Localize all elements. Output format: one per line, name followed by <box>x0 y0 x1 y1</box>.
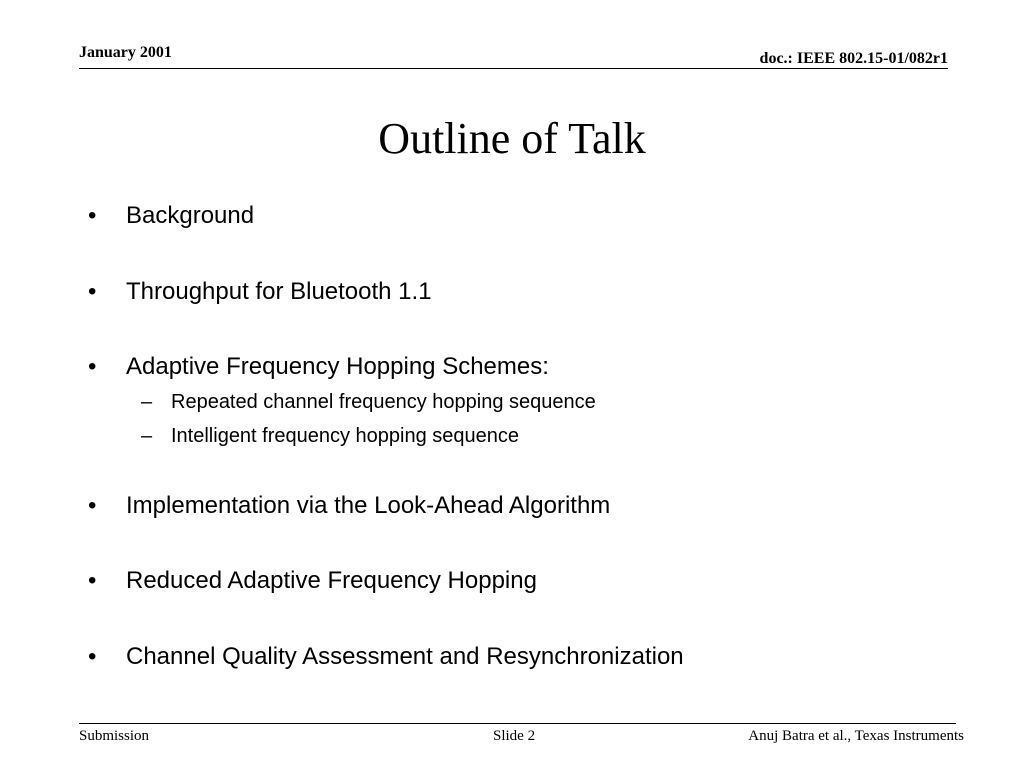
slide-title: Outline of Talk <box>378 114 646 163</box>
bullet-text: Adaptive Frequency Hopping Schemes: <box>126 353 549 380</box>
bullet-text: Channel Quality Assessment and Resynchronization <box>126 643 684 670</box>
bullet-marker: • <box>88 353 97 380</box>
sub-bullet-text: Intelligent frequency hopping sequence <box>171 425 520 447</box>
bullet-marker: • <box>88 567 97 594</box>
bullet-marker: • <box>88 492 97 519</box>
sub-bullet-marker: – <box>141 425 153 447</box>
bullet-marker: • <box>88 278 97 305</box>
bullet-marker: • <box>88 202 97 229</box>
footer-slide-number: Slide 2 <box>493 728 536 744</box>
footer-authors: Anuj Batra et al., Texas Instruments <box>748 728 964 744</box>
footer-divider <box>79 723 956 724</box>
bullet-text: Throughput for Bluetooth 1.1 <box>126 278 432 305</box>
bullet-marker: • <box>88 643 97 670</box>
bullet-text: Background <box>126 202 255 229</box>
header-doc-id: doc.: IEEE 802.15-01/082r1 <box>759 50 948 67</box>
sub-bullet-text: Repeated channel frequency hopping sequence <box>171 391 596 413</box>
footer-submission: Submission <box>79 728 150 744</box>
header-date: January 2001 <box>79 44 172 61</box>
bullet-text: Reduced Adaptive Frequency Hopping <box>126 567 537 594</box>
bullet-text: Implementation via the Look-Ahead Algorithm <box>126 492 611 519</box>
sub-bullet-marker: – <box>141 391 153 413</box>
